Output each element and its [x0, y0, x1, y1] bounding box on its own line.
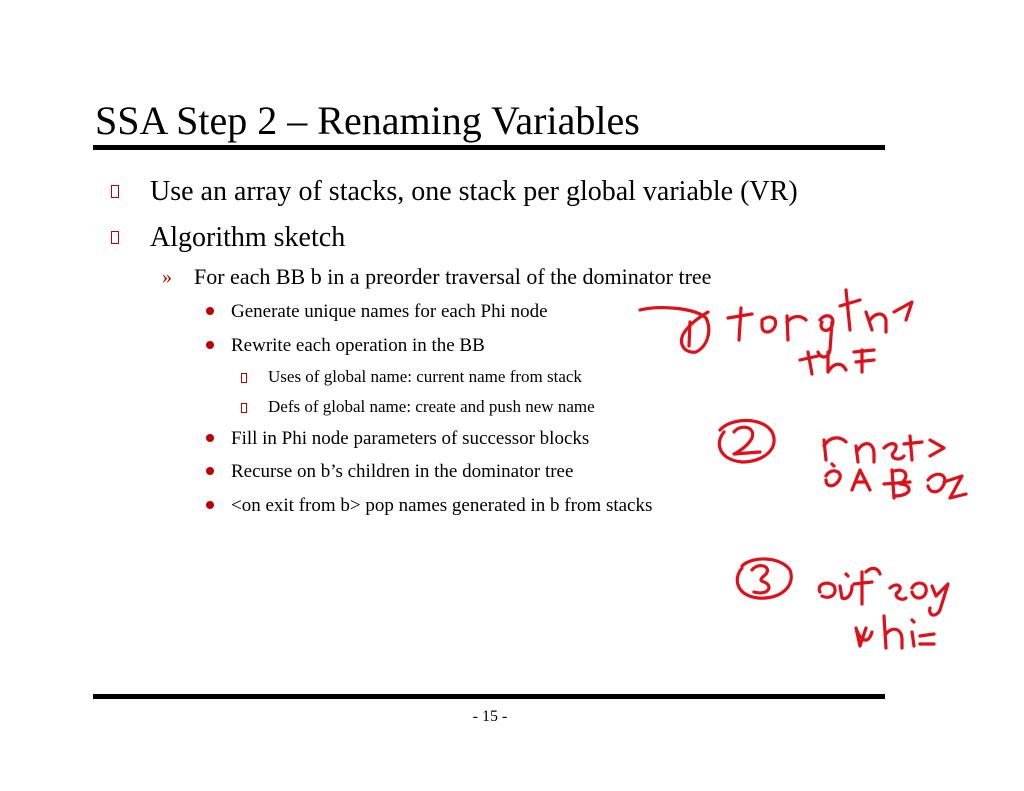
note-1-scribble: [640, 290, 912, 374]
bullet-text: For each BB b in a preorder traversal of the dominator tree: [194, 264, 712, 289]
slide-title: SSA Step 2 – Renaming Variables: [95, 98, 640, 143]
circled-number-1-icon: [640, 308, 709, 353]
bullet-text: Uses of global name: current name from stack: [268, 367, 582, 386]
chevron-right-icon: »: [162, 266, 172, 288]
bullet-text: Defs of global name: create and push new name: [268, 397, 595, 416]
footer-divider: [93, 694, 885, 699]
page-number: - 15 -: [472, 708, 508, 725]
bullet-text: Fill in Phi node parameters of successor blocks: [231, 428, 590, 449]
bullet-text: Algorithm sketch: [150, 222, 346, 253]
note-3-scribble: [737, 559, 948, 648]
bullet-text: Generate unique names for each Phi node: [231, 301, 548, 322]
bullet-text: <on exit from b> pop names generated in b from stacks: [231, 495, 653, 516]
note-2-scribble: [719, 421, 966, 499]
bullet-text: Use an array of stacks, one stack per global variable (VR): [150, 176, 798, 207]
bullet-text: Rewrite each operation in the BB: [231, 335, 485, 356]
bullet-text: Recurse on b’s children in the dominator tree: [231, 461, 574, 482]
